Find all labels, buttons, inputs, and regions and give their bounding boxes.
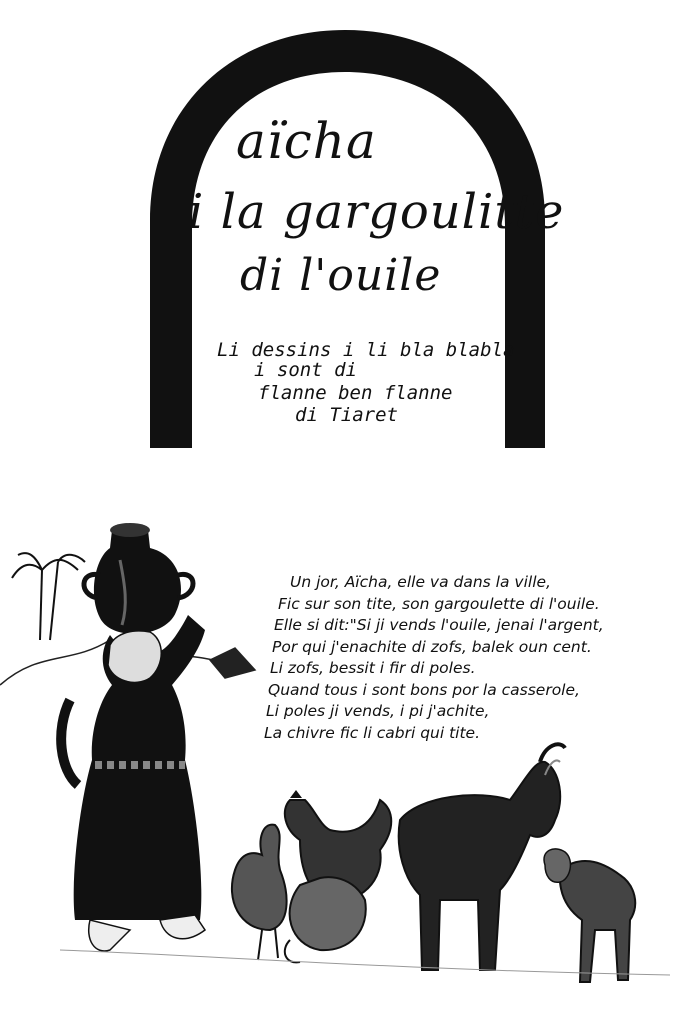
ground-line (60, 950, 670, 975)
poem-text (264, 572, 664, 744)
credit-line-3: flanne ben flanne (258, 382, 453, 404)
poem-line: Por qui j'enachite di zofs, balek oun cent. (272, 637, 592, 656)
woman-figure (61, 615, 205, 951)
poem-line: Elle si dit:"Si ji vends l'ouile, jenai l'argent, (274, 616, 604, 634)
goat-icon (399, 744, 565, 970)
credit-line-1: Li dessins i li bla blabla (217, 339, 515, 361)
title-line-3: di l'ouile (240, 250, 442, 301)
credit-line-4: di Tiaret (295, 404, 398, 426)
credit-line-2: i sont di (254, 359, 357, 381)
poem-line: Li zofs, bessit i fir di poles. (270, 659, 476, 677)
poem-line: Quand tous i sont bons por la casserole, (268, 680, 580, 699)
jar-icon (84, 523, 193, 634)
poem-line: Fic sur son tite, son gargoulette di l'ouile. (278, 594, 600, 613)
poem-line: Li poles ji vends, i pi j'achite, (266, 702, 490, 720)
poem-line: La chivre fic li cabri qui tite. (264, 723, 481, 742)
poem-line: Un jor, Aïcha, elle va dans la ville, (290, 573, 551, 591)
title-line-2: i la gargoulitte (188, 184, 565, 240)
title-line-1: aïcha (236, 112, 377, 170)
kid-goat-icon (544, 849, 635, 982)
palm-tree-icon (12, 553, 85, 640)
hen-icon (232, 825, 287, 960)
hen-icon (285, 877, 366, 962)
